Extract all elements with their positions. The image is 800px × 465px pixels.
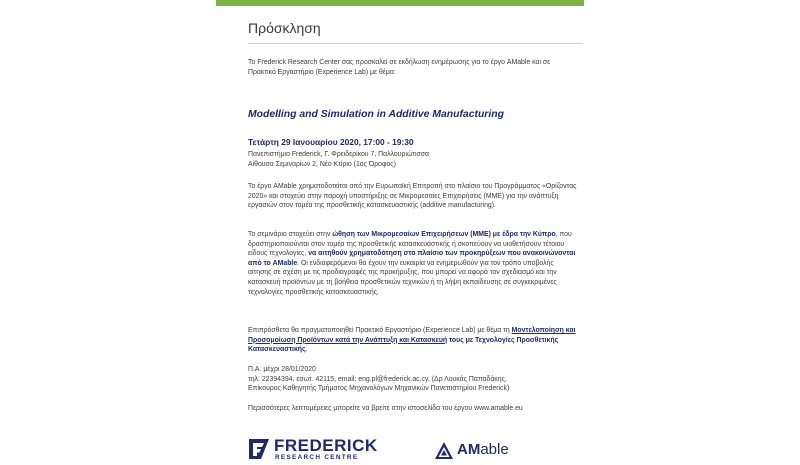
lab-text-a: Επιπρόσθετα θα πραγματοποιηθεί Πρακτικό Εργαστήριο (Experience Lab) με θέμα τη (248, 327, 512, 334)
amable-logo (434, 440, 534, 464)
invitation-document (216, 0, 584, 465)
frederick-emblem-icon (248, 437, 270, 461)
seminar-text-e: . Οι ενδιαφερόμενοι θα έχουν την ευκαιρία να ενημερωθούν για τον τρόπο υποβολής αίτησης σε σχέση με τις προδιαγραφές της προκήρυξης, που μπορεί να αφορά τον σχεδιασμό και την κατασκευή προϊόντων με τη βοήθεια προσθετικών τεχνικών ή τη λήψη εκπαίδευσης σε συγκεκριμένες τεχνολογίες προσθετικής κατασκευαστικής. (248, 259, 557, 296)
lab-text-d: . (305, 346, 308, 354)
amable-name-prefix: AM (457, 441, 481, 458)
seminar-paragraph (248, 230, 578, 297)
amable-emblem-icon (434, 441, 454, 461)
venue-line-2: Αίθουσα Σεμιναρίων 2, Νέο Κτίριο (1ος Όροφος) (248, 160, 396, 168)
seminar-text-c: , που δραστηριοποιούνται στον τομέα της προσθετικής κατασκευαστικής ή σκοπεύουν να υιοθετήσουν τέτοιου είδους τεχνολογίες, (248, 231, 572, 258)
contact-person: Επίκουρος Καθηγητής Τμήματος Μηχανολόγων Μηχανικών Πανεπιστημίου Frederick) (248, 385, 510, 393)
lab-paragraph (248, 326, 578, 355)
seminar-text-bold-1: ώθηση των Μικρομεσαίων Επιχειρήσεων (ΜΜΕ) με έδρα την Κύπρο (332, 231, 556, 238)
more-info-link-text: Περισσότερες λεπτομέρειες μπορείτε να βρείτε στην ιστοσελίδα του έργου www.amable.eu (248, 405, 523, 412)
frederick-subtitle: RESEARCH CENTRE (275, 454, 359, 461)
venue-line-1: Πανεπιστήμιο Frederick, Γ. Φρειδερίκου 7, Παλλουριώτισσα (248, 151, 429, 158)
event-title: Modelling and Simulation in Additive Manufacturing (248, 109, 504, 120)
intro-paragraph: To Frederick Research Center σας προσκαλεί σε εκδήλωση ενημέρωσης για το έργο AMable και σε Πρακτικό Εργαστήριο (Experience Lab) με θέμα: (248, 59, 551, 76)
page-title: Πρόσκληση (248, 20, 321, 36)
contact-block (248, 365, 578, 394)
lab-text-bold: τους με Τεχνολογίες Προσθετικής Κατασκευαστικής (248, 336, 559, 354)
amable-name (457, 441, 509, 458)
amable-name-suffix: able (480, 441, 509, 458)
frederick-logo (248, 437, 398, 465)
green-header-bar (216, 0, 584, 6)
frederick-name: FREDERICK (274, 436, 378, 455)
lab-text-underlined: Μοντελοποίηση και Προσομοίωση Προϊόντων κατά την Ανάπτυξη και Κατασκευή (248, 327, 576, 344)
seminar-text-bold-2: να αιτηθούν χρηματοδότηση στο πλαίσιο των προκηρύξεων που ανακοινώνονται από το AMable (248, 250, 576, 267)
contact-details: τηλ: 22394394, εσωτ. 42115, email: eng.pl@frederick.ac.cy, (Δρ Λουκάς Παπαδάκης, (248, 375, 507, 383)
title-divider (248, 43, 583, 44)
rsvp-deadline: Π.Α. μέχρι 28/01/2020 (248, 366, 316, 373)
event-date: Τετάρτη 29 Ιανουαρίου 2020, 17:00 - 19:30 (248, 137, 414, 147)
seminar-text-a: Το σεμινάριο στοχεύει στην (248, 231, 333, 238)
project-paragraph: Το έργο AMable χρηματοδοτείται από την Ευρωπαϊκή Επιτροπή στο πλαίσιο του Προγράμματος «Ορίζοντας 2020» και στοχεύει στην παροχή υποστήριξης σε Μικρομεσαίες Επιχειρήσεις (ΜΜΕ) για την ανάπτυξη εργασιών στον τομέα της προσθετικής κατασκευαστικής (additive manufacturing). (248, 183, 577, 210)
event-venue (248, 150, 429, 169)
